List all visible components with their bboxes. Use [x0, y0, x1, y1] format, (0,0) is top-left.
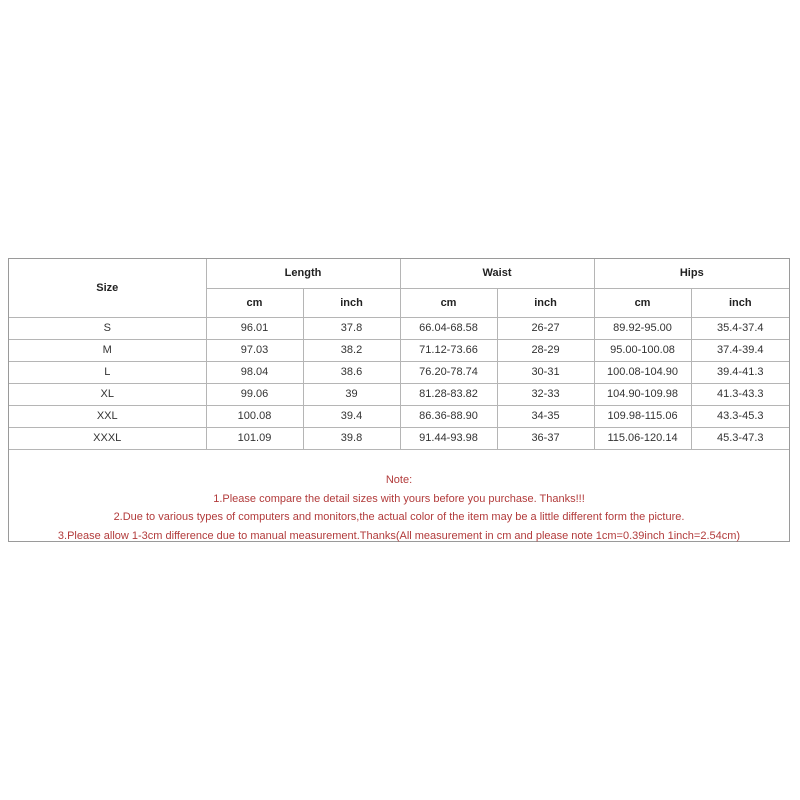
length-cm-header: cm: [206, 288, 303, 317]
hips-cm-cell: 100.08-104.90: [594, 361, 691, 383]
hips-inch-cell: 37.4-39.4: [691, 339, 789, 361]
waist-header: Waist: [400, 259, 594, 288]
length-cm-cell: 96.01: [206, 317, 303, 339]
length-cm-cell: 98.04: [206, 361, 303, 383]
hips-inch-cell: 43.3-45.3: [691, 405, 789, 427]
size-table: [9, 259, 789, 450]
size-chart: [8, 258, 790, 542]
waist-inch-header: inch: [497, 288, 594, 317]
length-inch-cell: 38.2: [303, 339, 400, 361]
size-cell: S: [9, 317, 206, 339]
note-line: 1.Please compare the detail sizes with yours before you purchase. Thanks!!!: [213, 492, 585, 505]
size-cell: XXXL: [9, 427, 206, 449]
length-cm-cell: 100.08: [206, 405, 303, 427]
hips-header: Hips: [594, 259, 789, 288]
hips-cm-header: cm: [594, 288, 691, 317]
hips-inch-cell: 35.4-37.4: [691, 317, 789, 339]
size-cell: L: [9, 361, 206, 383]
length-inch-cell: 39: [303, 383, 400, 405]
table-row: [9, 317, 789, 339]
length-header: Length: [206, 259, 400, 288]
length-cm-cell: 97.03: [206, 339, 303, 361]
waist-inch-cell: 30-31: [497, 361, 594, 383]
waist-cm-cell: 81.28-83.82: [400, 383, 497, 405]
hips-cm-cell: 115.06-120.14: [594, 427, 691, 449]
note-line: 2.Due to various types of computers and monitors,the actual color of the item may be a little different form the picture.: [113, 511, 685, 523]
waist-cm-cell: 66.04-68.58: [400, 317, 497, 339]
size-header: Size: [9, 259, 206, 317]
length-cm-cell: 99.06: [206, 383, 303, 405]
waist-cm-header: cm: [400, 288, 497, 317]
length-cm-cell: 101.09: [206, 427, 303, 449]
hips-cm-cell: 95.00-100.08: [594, 339, 691, 361]
waist-inch-cell: 28-29: [497, 339, 594, 361]
note-line: 3.Please allow 1-3cm difference due to manual measurement.Thanks(All measurement in cm and please note 1cm=0.39inch 1inch=2.54cm): [57, 529, 741, 542]
hips-inch-cell: 41.3-43.3: [691, 383, 789, 405]
length-inch-cell: 37.8: [303, 317, 400, 339]
length-inch-cell: 39.8: [303, 427, 400, 449]
table-row: [9, 339, 789, 361]
length-inch-cell: 39.4: [303, 405, 400, 427]
waist-cm-cell: 71.12-73.66: [400, 339, 497, 361]
hips-cm-cell: 89.92-95.00: [594, 317, 691, 339]
waist-inch-cell: 34-35: [497, 405, 594, 427]
table-row: [9, 427, 789, 449]
waist-inch-cell: 32-33: [497, 383, 594, 405]
waist-inch-cell: 26-27: [497, 317, 594, 339]
hips-cm-cell: 109.98-115.06: [594, 405, 691, 427]
table-row: [9, 361, 789, 383]
note-title: Note:: [385, 474, 413, 486]
waist-cm-cell: 76.20-78.74: [400, 361, 497, 383]
hips-cm-cell: 104.90-109.98: [594, 383, 691, 405]
length-inch-header: inch: [303, 288, 400, 317]
hips-inch-cell: 45.3-47.3: [691, 427, 789, 449]
size-cell: M: [9, 339, 206, 361]
waist-inch-cell: 36-37: [497, 427, 594, 449]
size-cell: XL: [9, 383, 206, 405]
hips-inch-header: inch: [691, 288, 789, 317]
note-section: [9, 471, 789, 545]
table-row: [9, 405, 789, 427]
waist-cm-cell: 91.44-93.98: [400, 427, 497, 449]
table-row: [9, 383, 789, 405]
waist-cm-cell: 86.36-88.90: [400, 405, 497, 427]
size-cell: XXL: [9, 405, 206, 427]
hips-inch-cell: 39.4-41.3: [691, 361, 789, 383]
header-row-groups: [9, 259, 789, 288]
length-inch-cell: 38.6: [303, 361, 400, 383]
